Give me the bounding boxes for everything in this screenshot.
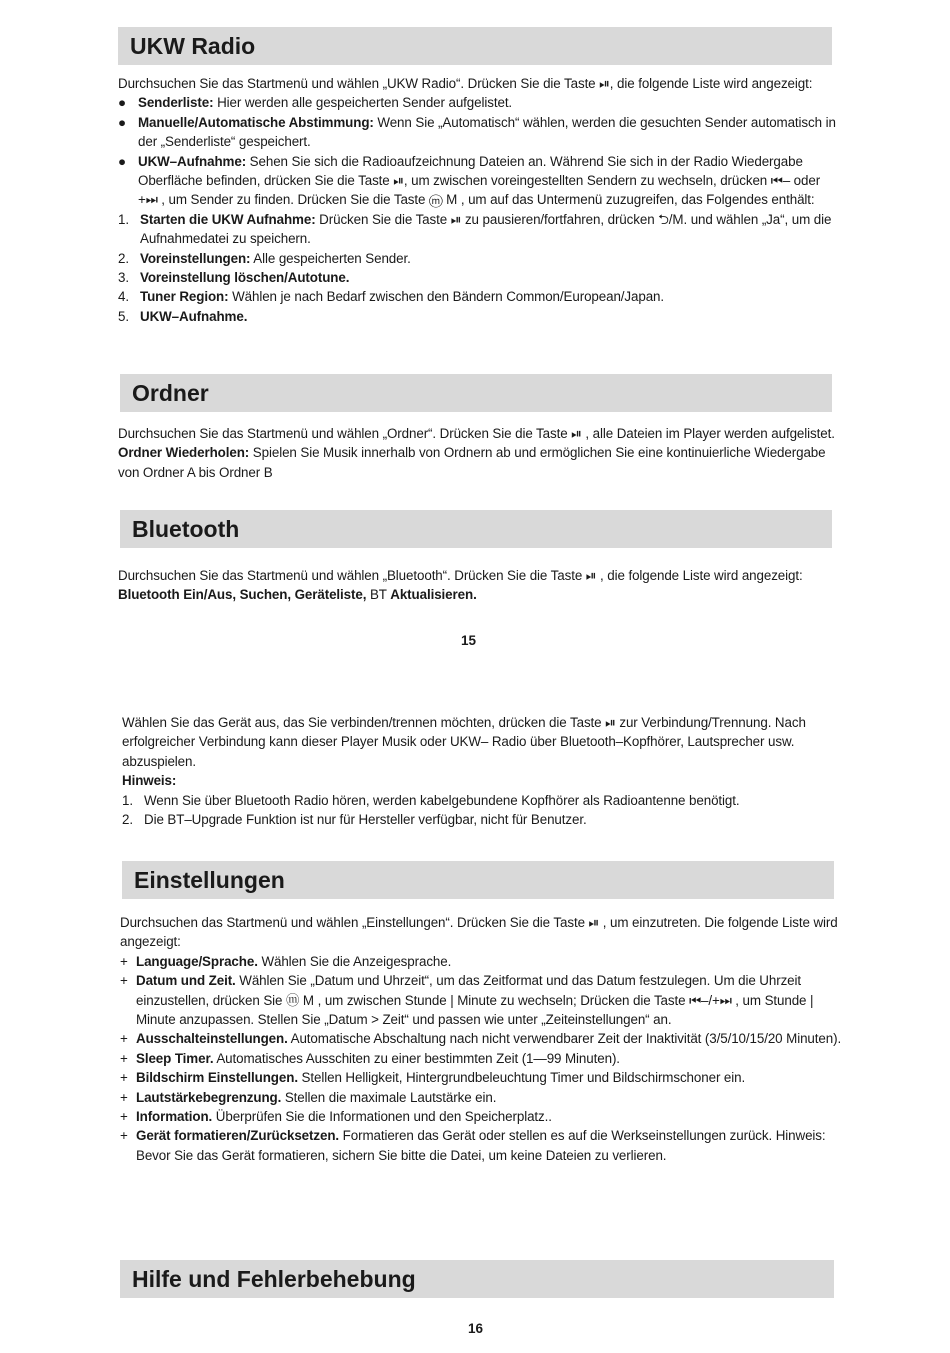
bullet-dot-icon: ●	[118, 95, 126, 111]
plus-bullet-icon: +	[120, 953, 128, 969]
settings-item	[120, 971, 848, 1029]
numbered-item-text: Alle gespeicherten Sender.	[250, 250, 411, 266]
plus-bullet-icon: +	[120, 973, 128, 989]
plus-bullet-icon: +	[120, 1128, 128, 1144]
plus-bullet-icon: +	[120, 1109, 128, 1125]
ukw-numbered-item	[118, 307, 840, 326]
note-item	[122, 791, 840, 810]
ukw-bullet-item	[118, 152, 840, 210]
item-number: 2.	[122, 812, 133, 828]
section-heading-hilfe: Hilfe und Fehlerbehebung	[120, 1260, 834, 1298]
ordner-repeat-text: Spielen Sie Musik innerhalb von Ordnern ab und ermöglichen Sie eine kontinuierliche Wiedergabe von Ordner A bis Ordner B	[118, 445, 826, 480]
bluetooth-list-plain: BT	[366, 587, 391, 603]
settings-item-text: Stellen die maximale Lautstärke ein.	[281, 1089, 497, 1105]
numbered-item-text: Drücken Sie die Taste ⏯ zu pausieren/fortfahren, drücken ⮌/M. und wählen „Ja“, um die Aufnahmedatei zu speichern.	[140, 211, 832, 247]
section-heading-bluetooth: Bluetooth	[120, 510, 832, 548]
settings-item-text: Automatisches Ausschiten zu einer bestimmten Zeit (1—99 Minuten).	[213, 1050, 620, 1066]
settings-item-text: Überprüfen Sie die Informationen und den Speicherplatz..	[212, 1109, 552, 1125]
page-16	[0, 676, 950, 1353]
section-heading-einstellungen: Einstellungen	[122, 861, 834, 899]
settings-item-text: Wählen Sie „Datum und Uhrzeit“, um das Zeitformat und das Datum festzulegen. Um die Uhrzeit einzustellen, drücken Sie ⓜ M , um zwischen Stunde | Minute zu wechseln; Drücken die Taste ⏮–/+⏭ , um Stunde | Minute anzupassen. Stellen Sie „Datum > Zeit“ und passen wie unter „Zeiteinstellungen“ an.	[136, 973, 814, 1028]
einstellungen-section-body	[120, 913, 848, 1165]
bluetooth-list-bold: Bluetooth Ein/Aus, Suchen, Geräteliste,	[118, 587, 367, 603]
settings-item	[120, 1049, 848, 1068]
ukw-bullet-label: UKW–Aufnahme:	[138, 153, 247, 169]
ukw-numbered-item	[118, 287, 840, 306]
ordner-repeat-label: Ordner Wiederholen:	[118, 445, 250, 461]
settings-item-label: Bildschirm Einstellungen.	[136, 1070, 298, 1086]
note-item	[122, 810, 840, 829]
ordner-repeat	[118, 443, 840, 482]
settings-item-text: Stellen Helligkeit, Hintergrundbeleuchtung Timer und Bildschirmschoner ein.	[297, 1070, 746, 1086]
ukw-numbered-item	[118, 268, 840, 287]
plus-bullet-icon: +	[120, 1031, 128, 1047]
ordner-intro: Durchsuchen Sie das Startmenü und wählen „Ordner“. Drücken Sie die Taste ⏯ , alle Dateien im Player werden aufgelistet.	[118, 426, 835, 441]
bluetooth-continued-body	[122, 713, 840, 829]
ukw-intro: Durchsuchen Sie das Startmenü und wählen „UKW Radio“. Drücken Sie die Taste ⏯, die folgende Liste wird angezeigt:	[118, 76, 813, 91]
section-heading-ukw-radio: UKW Radio	[118, 27, 832, 65]
numbered-item-label: Starten die UKW Aufnahme:	[140, 211, 316, 227]
ukw-bullet-label: Manuelle/Automatische Abstimmung:	[138, 114, 374, 130]
ukw-bullet-item	[118, 113, 840, 152]
settings-item-text: Wählen Sie die Anzeigesprache.	[257, 953, 452, 969]
ukw-bullet-text: Wenn Sie „Automatisch“ wählen, werden die gesuchten Sender automatisch in der „Senderliste“ gespeichert.	[138, 114, 836, 150]
ukw-bullet-text: Sehen Sie sich die Radioaufzeichnung Dateien an. Während Sie sich in der Radio Wiedergabe Oberfläche befinden, drücken Sie die Taste ⏯, um zwischen voreingestellten Sendern zu wechseln, drücken ⏮– oder +⏭ , um Sender zu finden. Drücken Sie die Taste ⓜ M , um auf das Untermenü zuzugreifen, das Folgendes enthält:	[138, 153, 821, 208]
ordner-section-body	[118, 424, 840, 482]
bluetooth-section-body	[118, 566, 840, 605]
settings-item-label: Datum und Zeit.	[136, 973, 236, 989]
settings-item-label: Language/Sprache.	[136, 953, 258, 969]
ukw-bullet-item	[118, 93, 840, 112]
item-number: 3.	[118, 270, 129, 286]
ukw-numbered-item	[118, 210, 840, 249]
item-number: 2.	[118, 250, 129, 266]
note-label: Hinweis:	[122, 773, 177, 789]
page-number: 15	[461, 633, 477, 648]
settings-item-label: Sleep Timer.	[136, 1050, 214, 1066]
plus-bullet-icon: +	[120, 1050, 128, 1066]
ukw-numbered-item	[118, 249, 840, 268]
settings-item	[120, 952, 848, 971]
settings-item	[120, 1126, 848, 1165]
plus-bullet-icon: +	[120, 1089, 128, 1105]
numbered-item-label: Voreinstellung löschen/Autotune.	[140, 270, 350, 286]
item-number: 4.	[118, 289, 129, 305]
numbered-item-text: Wählen je nach Bedarf zwischen den Bändern Common/European/Japan.	[228, 289, 665, 305]
page-15	[0, 0, 950, 676]
settings-item-label: Ausschalteinstellungen.	[136, 1031, 288, 1047]
bluetooth-list-bold-2: Aktualisieren.	[390, 587, 477, 603]
settings-item-label: Gerät formatieren/Zurücksetzen.	[136, 1128, 340, 1144]
ukw-bullet-label: Senderliste:	[138, 95, 214, 111]
note-text: Die BT–Upgrade Funktion ist nur für Hersteller verfügbar, nicht für Benutzer.	[144, 812, 587, 828]
numbered-item-label: Voreinstellungen:	[140, 250, 251, 266]
bullet-dot-icon: ●	[118, 114, 126, 130]
numbered-item-label: UKW–Aufnahme.	[140, 308, 248, 324]
settings-item-label: Information.	[136, 1109, 213, 1125]
bluetooth-intro	[118, 566, 840, 605]
note-text: Wenn Sie über Bluetooth Radio hören, werden kabelgebundene Kopfhörer als Radioantenne benötigt.	[144, 792, 740, 808]
settings-item-label: Lautstärkebegrenzung.	[136, 1089, 282, 1105]
numbered-item-label: Tuner Region:	[140, 289, 229, 305]
ukw-bullet-text: Hier werden alle gespeicherten Sender aufgelistet.	[213, 95, 513, 111]
plus-bullet-icon: +	[120, 1070, 128, 1086]
settings-item-text: Automatische Abschaltung nach nicht verwendbarer Zeit der Inaktivität (3/5/10/15/20 Minuten).	[287, 1031, 842, 1047]
settings-item	[120, 1068, 848, 1087]
settings-item	[120, 1088, 848, 1107]
page-number: 16	[468, 1321, 484, 1336]
ukw-section-body	[118, 74, 840, 326]
item-number: 1.	[118, 211, 129, 227]
settings-item	[120, 1107, 848, 1126]
settings-item	[120, 1029, 848, 1048]
bluetooth-connect-paragraph: Wählen Sie das Gerät aus, das Sie verbinden/trennen möchten, drücken die Taste ⏯ zur Verbindung/Trennung. Nach erfolgreicher Verbindung kann dieser Player Musik oder UKW– Radio über Bluetooth–Kopfhörer, Lautsprecher usw. abzuspielen.	[122, 715, 806, 769]
einstellungen-intro: Durchsuchen das Startmenü und wählen „Einstellungen“. Drücken Sie die Taste ⏯ , um einzutreten. Die folgende Liste wird angezeigt:	[120, 915, 838, 950]
item-number: 1.	[122, 792, 133, 808]
bullet-dot-icon: ●	[118, 153, 126, 169]
settings-item-text: Formatieren das Gerät oder stellen es auf die Werkseinstellungen zurück. Hinweis: Bevor Sie das Gerät formatieren, sichern Sie bitte die Datei, um keine Dateien zu verlieren.	[136, 1128, 826, 1163]
bluetooth-intro-text: Durchsuchen Sie das Startmenü und wählen „Bluetooth“. Drücken Sie die Taste ⏯ , die folgende Liste wird angezeigt:	[118, 568, 803, 583]
section-heading-ordner: Ordner	[120, 374, 832, 412]
item-number: 5.	[118, 308, 129, 324]
